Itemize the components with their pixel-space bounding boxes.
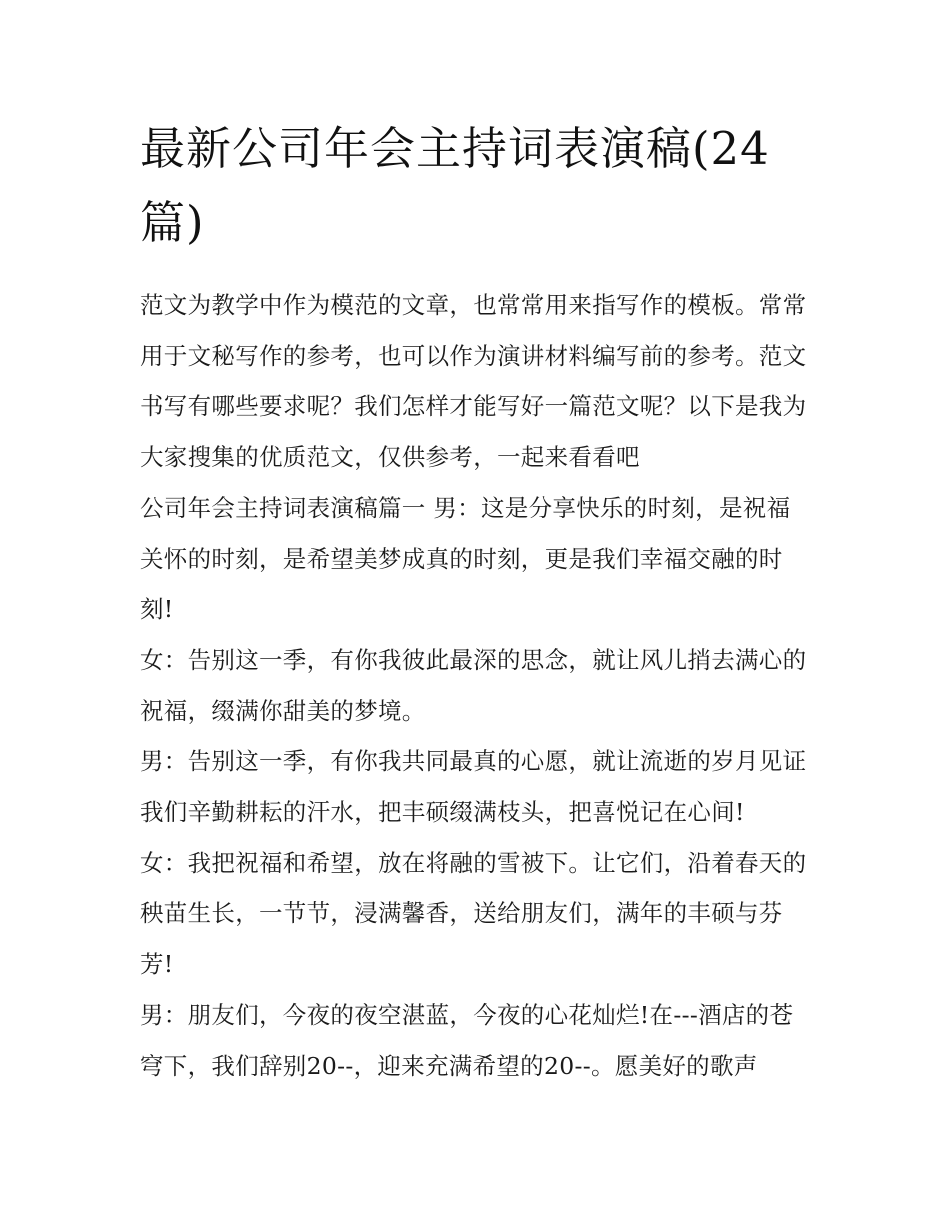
document-title: 最新公司年会主持词表演稿(24篇): [140, 122, 770, 249]
dialogue-paragraph-male-1: 男：告别这一季，有你我共同最真的心愿，就让流逝的岁月见证我们辛勤耕耘的汗水，把丰硕缀满枝头，把喜悦记在心间!: [140, 747, 807, 827]
dialogue-paragraph-female-1: 女：告别这一季，有你我彼此最深的思念，就让风儿捎去满心的祝福，缀满你甜美的梦境。: [140, 645, 807, 725]
document-body: [140, 280, 812, 1091]
dialogue-paragraph-female-2: 女：我把祝福和希望，放在将融的雪被下。让它们，沿着春天的秧苗生长，一节节，浸满馨香，送给朋友们，满年的丰硕与芬芳!: [140, 848, 807, 979]
dialogue-paragraph-male-2: 男：朋友们，今夜的夜空湛蓝，今夜的心花灿烂!在---酒店的苍穹下，我们辞别20--，迎来充满希望的20--。愿美好的歌声: [140, 1000, 794, 1080]
intro-paragraph: 范文为教学中作为模范的文章，也常常用来指写作的模板。常常用于文秘写作的参考，也可以作为演讲材料编写前的参考。范文书写有哪些要求呢？我们怎样才能写好一篇范文呢？以下是我为大家搜集的优质范文，仅供参考，一起来看看吧: [140, 291, 807, 472]
section-one-opening-paragraph: 公司年会主持词表演稿篇一 男：这是分享快乐的时刻，是祝福关怀的时刻，是希望美梦成真的时刻，更是我们幸福交融的时刻!: [140, 493, 791, 624]
